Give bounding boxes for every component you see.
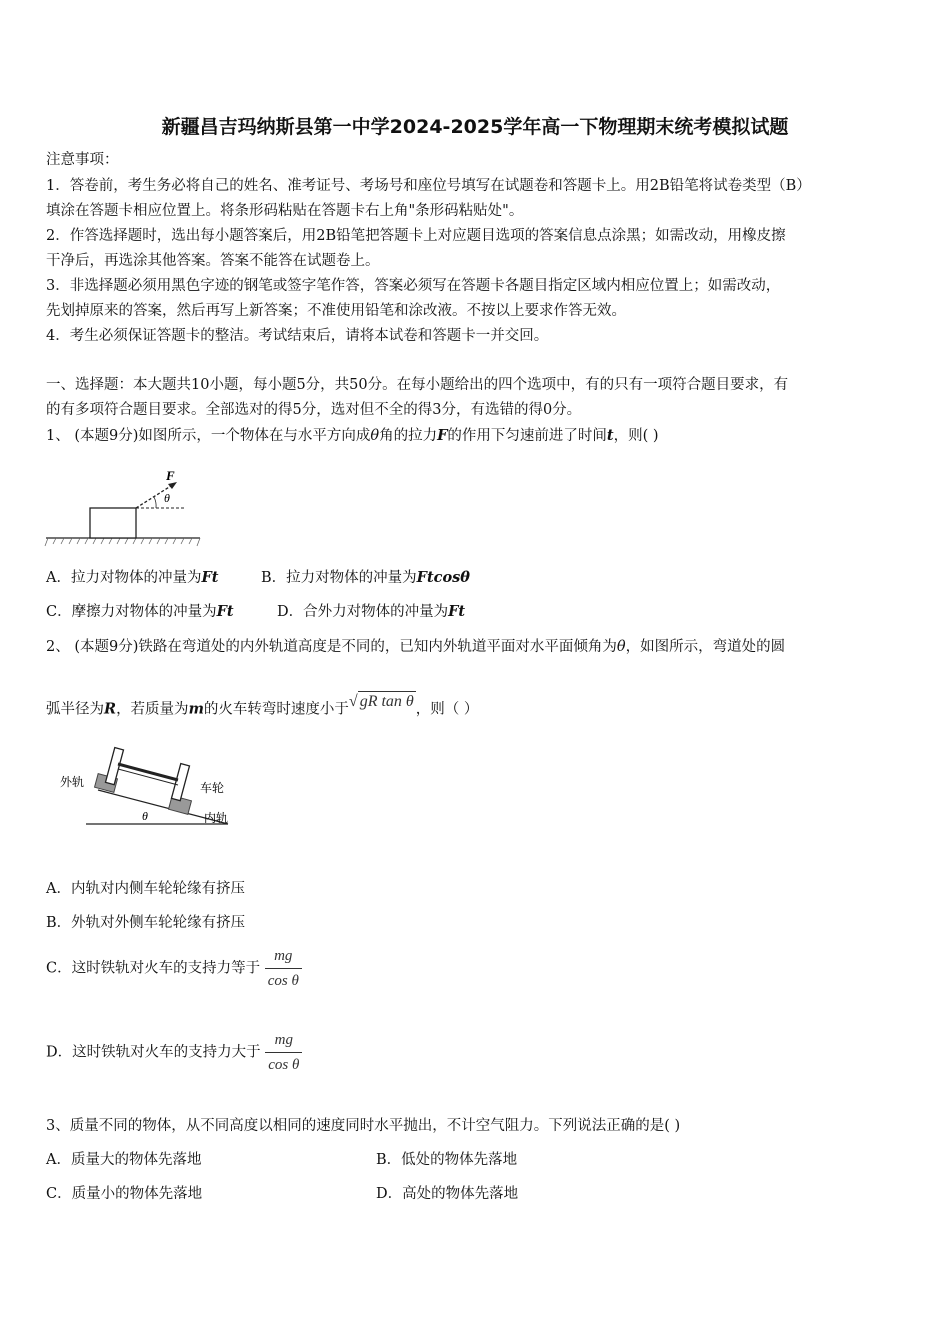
notice-item-3a: 3．非选择题必须用黑色字迹的钢笔或签字笔作答，答案必须写在答题卡各题目指定区域内相应位置上；如需改动， [46,278,781,294]
angle-label: θ [142,809,148,823]
page-title: 新疆昌吉玛纳斯县第一中学2024-2025学年高一下物理期末统考模拟试题 [161,116,789,138]
q1-option-c[interactable]: C．摩擦力对物体的冲量为Ft [46,603,234,620]
q1-stem: 1、 (本题9分)如图所示，一个物体在与水平方向成θ角的拉力F的作用下匀速前进了时间t，则( ) [46,427,659,444]
q3-option-d[interactable]: D．高处的物体先落地 [376,1186,519,1202]
q2-stem-2: 弧半径为R，若质量为m的火车转弯时速度小于√ gR tan θ ，则（ ） [46,693,479,718]
section-instructions-2: 的有多项符合题目要求。全部选对的得5分，选对但不全的得3分，有选错的得0分。 [46,402,582,418]
force-label: F [166,468,175,483]
notice-item-4: 4．考生必须保证答题卡的整洁。考试结束后，请将本试卷和答题卡一并交回。 [46,328,549,344]
q2-option-c[interactable]: C．这时铁轨对火车的支持力等于 $\frac{mg}{\text{cos θ}}$ [46,946,302,991]
notice-item-2a: 2．作答选择题时，选出每小题答案后，用2B铅笔把答题卡上对应题目选项的答案信息点涂黑；如需改动，用橡皮擦 [46,228,786,244]
notice-heading: 注意事项： [46,152,119,168]
q1-option-d[interactable]: D．合外力对物体的冲量为Ft [277,603,466,620]
notice-item-1b: 填涂在答题卡相应位置上。将条形码粘贴在答题卡右上角"条形码粘贴处"。 [46,203,524,219]
notice-item-1a: 1．答卷前，考生务必将自己的姓名、准考证号、考场号和座位号填写在试题卷和答题卡上。用2B铅笔将试卷类型（B） [46,178,811,194]
q1-option-b[interactable]: B．拉力对物体的冲量为Ftcosθ [261,569,470,586]
q2-figure [58,740,248,832]
outer-rail-label: 外轨 [60,775,85,789]
section-instructions-1: 一、选择题：本大题共10小题，每小题5分，共50分。在每小题给出的四个选项中，有的只有一项符合题目要求，有 [46,377,789,393]
q1-option-a[interactable]: A．拉力对物体的冲量为Ft [46,569,219,586]
inner-rail-label: 内轨 [204,811,229,825]
q2-option-b[interactable]: B．外轨对外侧车轮轮缘有挤压 [46,915,246,931]
q1-figure [44,466,204,554]
q3-stem: 3、质量不同的物体，从不同高度以相同的速度同时水平抛出，不计空气阻力。下列说法正确的是( ) [46,1118,681,1134]
notice-item-3b: 先划掉原来的答案，然后再写上新答案；不准使用铅笔和涂改液。不按以上要求作答无效。 [46,303,626,319]
sqrt-expression: √ gR tan θ [348,693,414,710]
q3-option-a[interactable]: A．质量大的物体先落地 [46,1152,202,1168]
q3-option-c[interactable]: C．质量小的物体先落地 [46,1186,203,1202]
q2-option-d[interactable]: D．这时铁轨对火车的支持力大于 $\frac{mg}{\text{cos θ}}$ [46,1030,302,1075]
fraction-mg-cos: $\frac{mg}{\text{cos θ}}$ [265,946,302,991]
q2-option-a[interactable]: A．内轨对内侧车轮轮缘有挤压 [46,881,245,897]
angle-label: θ [164,491,170,505]
fraction-mg-cos: $\frac{mg}{\text{cos θ}}$ [265,1030,302,1075]
block [90,508,136,538]
wheel-label: 车轮 [200,781,225,795]
notice-item-2b: 干净后，再选涂其他答案。答案不能答在试题卷上。 [46,253,380,269]
q3-option-b[interactable]: B．低处的物体先落地 [376,1152,518,1168]
q2-stem-1: 2、 (本题9分)铁路在弯道处的内外轨道高度是不同的，已知内外轨道平面对水平面倾角为θ，如图所示，弯道处的圆 [46,639,786,655]
